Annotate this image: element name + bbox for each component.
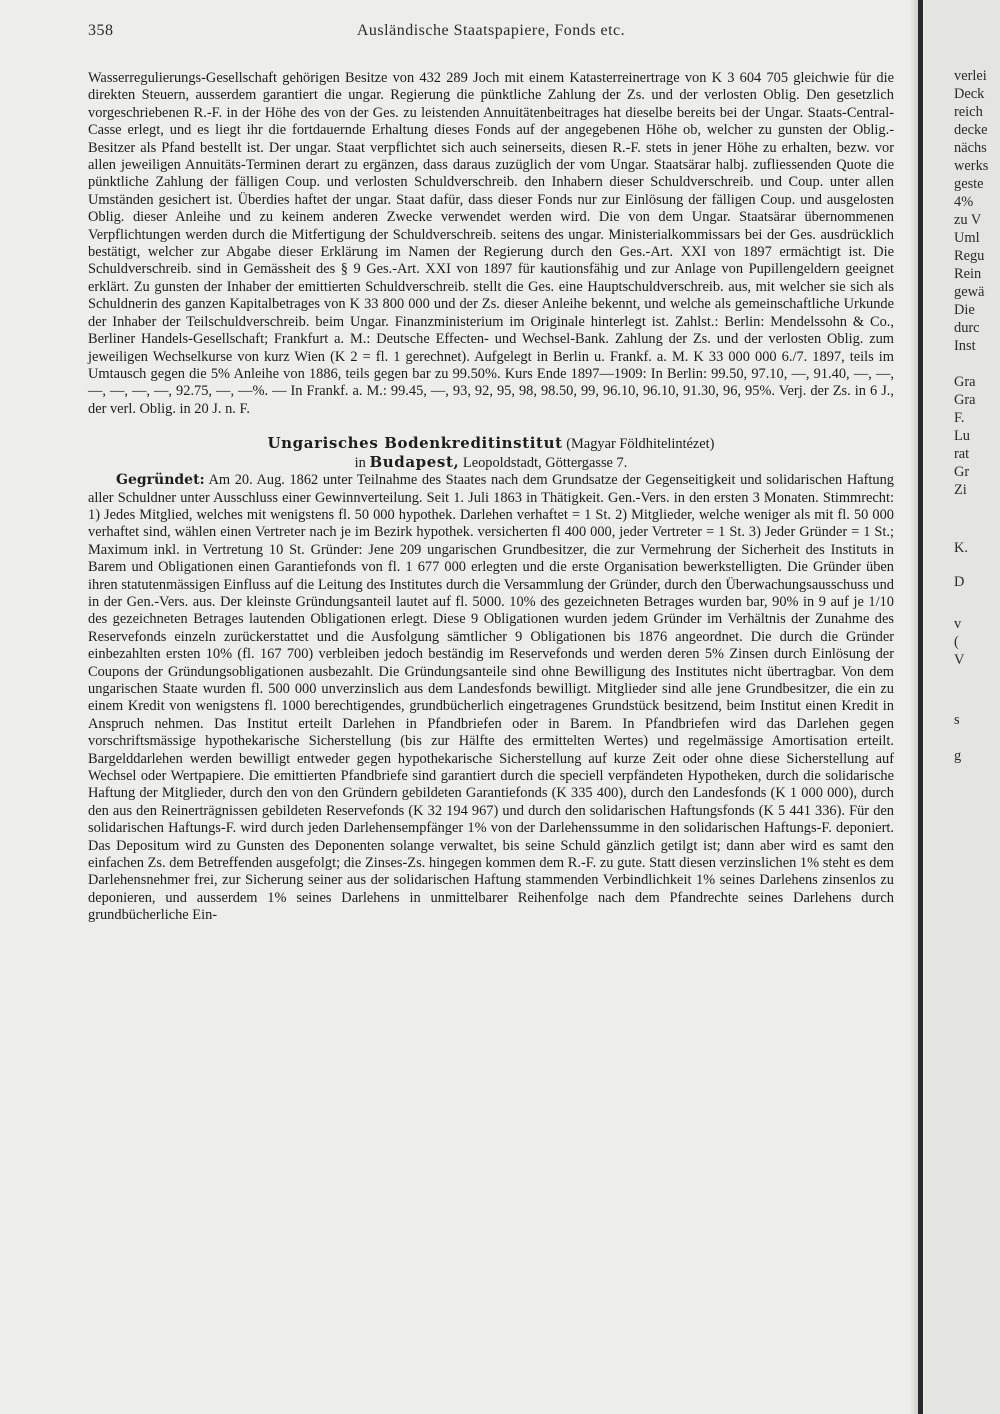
section-title: Ungarisches Bodenkreditinstitut: [267, 434, 563, 453]
fragment-text: Zi: [954, 482, 967, 498]
fragment-text: g: [954, 748, 962, 764]
fragment-text: V: [954, 652, 965, 668]
founded-text: Am 20. Aug. 1862 unter Teilnahme des Staates nach dem Grundsatze der Gegenseitigkeit und solidarischen Haftung aller Schuldner unter Ausschluss einer Gewinnverteilung. Seit 1. Juli 1863 in Thätigkeit. Gen.-Vers. in den ersten 3 Monaten. Stimmrecht: 1) Jedes Mitglied, welches mit wenigstens fl. 50 000 hypothek. Darlehen verhaftet = 1 St. 2) Mitglieder, welche weniger als mit fl. 50 000 verhaftet sind, wählen einen Vertreter nach je im Bezirk hypothek. versicherten fl 400 000, jeder Vertreter = 1 St. 3) Jeder Gründer = 1 St.; Maximum inkl. in Vertretung 10 St. Gründer: Jene 209 ungarischen Grundbesitzer, die zur Vermehrung der Sicherheit des Instituts in Barem und Obligationen einen Garantiefonds von fl. 1 677 000 erlegten und die erste Organisation bewerkstelligten. Die Gründer üben ihren statutenmässigen Einfluss auf die Leitung des Institutes durch die Versammlung der Gründer, durch den Überwachungsausschuss und in der Gen.-Vers. aus. Der kleinste Gründungsanteil lautet auf fl. 5000. 10% des gezeichneten Betrages wurden bar, 90% in 9 auf je 1/10 des gezeichneten Betrages lautenden Obligationen erlegt. Diese 9 Obligationen wurden jedem Gründer im Verhältnis der Zunahme des Reservefonds einzeln zurückerstattet und die Ausfolgung sämtlicher 9 Obligationen bis 1876 angeordnet. Die durch die Gründer einbezahlten ersten 10% (fl. 167 700) verbleiben jedoch beständig im Reservefonds und werden deren 5% Zinsen durch Einlösung der Coupons der Gründungsobligationen ausbezahlt. Die Gründungsanteile sind ohne Bewilligung des Institutes nicht übertragbar. Von dem ungarischen Staate wurden fl. 500 000 unverzinslich aus dem Landesfonds bewilligt. Mitglieder sind alle jene Grundbesitzer, die ein zu einem Kredit von wenigstens fl. 1000 berechtigendes, grundbücherlich eingetragenes Grundstück besitzend, beim Institut einen Kredit in Anspruch nehmen. Das Institut erteilt Darlehen in Pfandbriefen oder in Barem. In Pfandbriefen wird das Darlehen gegen vorschriftsmässige hypothekarische Sicherstellung (bis zur Hälfte des ermittelten Wertes) und regelmässige Amortisation erteilt. Bargelddarlehen werden bewilligt entweder gegen hypothekarische Sicherstellung auf kurze Zeit oder ohne diese Sicherstellung auf Wechsel oder Wertpapiere. Die emittierten Pfandbriefe sind garantiert durch die speciell verpfändeten Hypotheken, durch die solidarische Haftung der Mitglieder, durch den von den Gründern gebildeten Garantiefonds (K 335 400), durch den Landesfonds (K 1 000 000), durch den aus den Reinerträgnissen gebildeten Reservefonds (K 32 194 967) und durch den solidarischen Haftungsfonds (K 5 441 336). Für den solidarischen Haftungs-F. wird durch jeden Darlehensempfänger 1% von der Darlehenssumme in den solidarischen Haftungs-F. deponiert. Das Depositum wird zu Gunsten des Deponenten solange verwaltet, bis seine Schuld gänzlich getilgt ist; dann aber wird es samt den einfachen Zs. dem Betreffenden ausgefolgt; die Zinses-Zs. hingegen kommen dem R.-F. zu gute. Statt diesen verzinslichen 1% steht es dem Darlehensnehmer frei, zur Sicherung seiner aus der solidarischen Haftung stammenden Verbindlichkeit 1% seines Darlehens zinsenlos zu deponieren, und ausserdem 1% seines Darlehens in unmittelbarer Reihenfolge nach dem Pfandrechte seines Darlehens durch grundbücherliche Ein-: [88, 472, 894, 924]
founded-label: Gegründet:: [116, 472, 205, 489]
running-title: Ausländische Staatspapiere, Fonds etc.: [356, 22, 626, 39]
binding-shadow: [910, 0, 918, 1414]
fragment-text: Deck: [954, 86, 985, 102]
fragment-text: K.: [954, 540, 968, 556]
fragment-text: D: [954, 574, 965, 590]
fragment-text: Uml: [954, 230, 980, 246]
body-paragraph-1: Wasserregulierungs-Gesellschaft gehörigen Besitze von 432 289 Joch mit einem Katasterreinertrage von K 3 604 705 gleichwie für die direkten Steuern, ausserdem garantiert die ungar. Regierung die pünktliche Zahlung der Zs. und der verlosten Oblig. Den gesetzlich vorgeschriebenen R.-F. in der Höhe des von der Ges. zu leistenden Annuitätenbeitrages hat dieselbe bereits bei der Ungar. Staats-Central-Casse erlegt, und es liegt ihr die fortdauernde Erhaltung dieses Fonds auf der angegebenen Höhe ob, welcher zu gunsten der Oblig.-Besitzer als Pfand bestellt ist. Der ungar. Staat verpflichtet sich auch seinerseits, diesen R.-F. stets in jener Höhe zu erhalten, bezw. vor allen jeweiligen Annuitäts-Terminen derart zu ergänzen, dass daraus zuzüglich der vom Ungar. Staatsärar halbj. zufliessenden Quote die pünktliche Zahlung der fälligen Coup. und verlosten Schuldverschreib. den Inhabern dieser Schuldverschreib. und Coup. unter allen Umständen gesichert ist. Überdies haftet der ungar. Staat dafür, dass dieser Fonds nur zur Einlösung der fälligen Coup. und ausgelosten Oblig. dieser Anleihe und zu keinem anderen Zwecke verwendet werden wird. Die von dem Ungar. Staatsärar übernommenen Verpflichtungen werden durch die Mitfertigung der Schuldverschreib. seitens des ungar. Ministerialkommissars bei der Ges. ausdrücklich bestätigt, welcher zur Abgabe dieser Erklärung im Namen der Regierung durch den Ges.-Art. XXI von 1897 ermächtigt ist. Die Schuldverschreib. sind in Gemässheit des § 9 Ges.-Art. XXI von 1897 für kautionsfähig und zur Anlage von Pupillengeldern geeignet erklärt. Zu gunsten der Inhaber der emittierten Schuldverschreib. stellt die Ges. eine Hauptschuldverschreib. aus, mit welcher sie sich als Schuldnerin des ganzen Kapitalbetrages von K 33 800 000 und der Zs. dieser Anleihe bekennt, und welche als gemeinschaftliche Urkunde der Inhaber der Teilschuldverschreib. beim Ungar. Finanzministerium im Originale hinterlegt ist. Zahlst.: Berlin: Mendelssohn & Co., Berliner Handels-Gesellschaft; Frankfurt a. M.: Deutsche Effecten- und Wechsel-Bank. Zahlung der Zs. und der verlosten Oblig. zum jeweiligen Wechselkurse von kurz Wien (K 2 = fl. 1 gerechnet). Aufgelegt in Berlin u. Frankf. a. M. K 33 000 000 6./7. 1897, teils im Umtausch gegen die 5% Anleihe von 1886, teils gegen bar zu 99.50%. Kurs Ende 1897—1909: In Berlin: 99.50, 97.10, —, 91.40, —, —, —, —, —, —, 92.75, —, —%. — In Frankf. a. M.: 99.45, —, 93, 92, 95, 98, 98.50, 99, 96.10, 96.10, 91.30, 96, 95%. Verj. der Zs. in 6 J., der verl. Oblig. in 20 J. n. F.: [88, 70, 894, 417]
fragment-text: Gr: [954, 464, 970, 480]
fragment-text: Gra: [954, 392, 976, 408]
adjacent-page-fragment: [924, 0, 1000, 1414]
fragment-text: 4%: [954, 194, 974, 210]
fragment-text: v: [954, 616, 962, 632]
fragment-text: Die: [954, 302, 975, 318]
fragment-text: werks: [954, 158, 989, 174]
fragment-text: gewä: [954, 284, 985, 300]
fragment-text: Lu: [954, 428, 970, 444]
fragment-text: F.: [954, 410, 965, 426]
section-title-line: [88, 434, 894, 453]
main-text-column: [88, 70, 894, 1390]
fragment-text: nächs: [954, 140, 987, 156]
fragment-text: verlei: [954, 68, 987, 84]
section-title-native: (Magyar Földhitelintézet): [566, 436, 715, 453]
fragment-text: reich: [954, 104, 983, 120]
section-location-line: [88, 453, 894, 472]
fragment-text: s: [954, 712, 960, 728]
fragment-text: durc: [954, 320, 980, 336]
page-number: 358: [88, 22, 114, 39]
section-city: Budapest,: [369, 453, 460, 472]
section-heading: [88, 434, 894, 472]
section-in: in: [354, 455, 366, 472]
fragment-text: Regu: [954, 248, 985, 264]
section-address: Leopoldstadt, Göttergasse 7.: [462, 455, 628, 472]
fragment-text: Inst: [954, 338, 976, 354]
binding-edge: [918, 0, 923, 1414]
fragment-text: zu V: [954, 212, 982, 228]
fragment-text: (: [954, 634, 959, 650]
fragment-text: Gra: [954, 374, 976, 390]
page-header: [88, 22, 894, 46]
body-paragraph-2: [88, 472, 894, 925]
fragment-text: decke: [954, 122, 988, 138]
fragment-text: rat: [954, 446, 970, 462]
fragment-text: geste: [954, 176, 984, 192]
fragment-text: Rein: [954, 266, 982, 282]
